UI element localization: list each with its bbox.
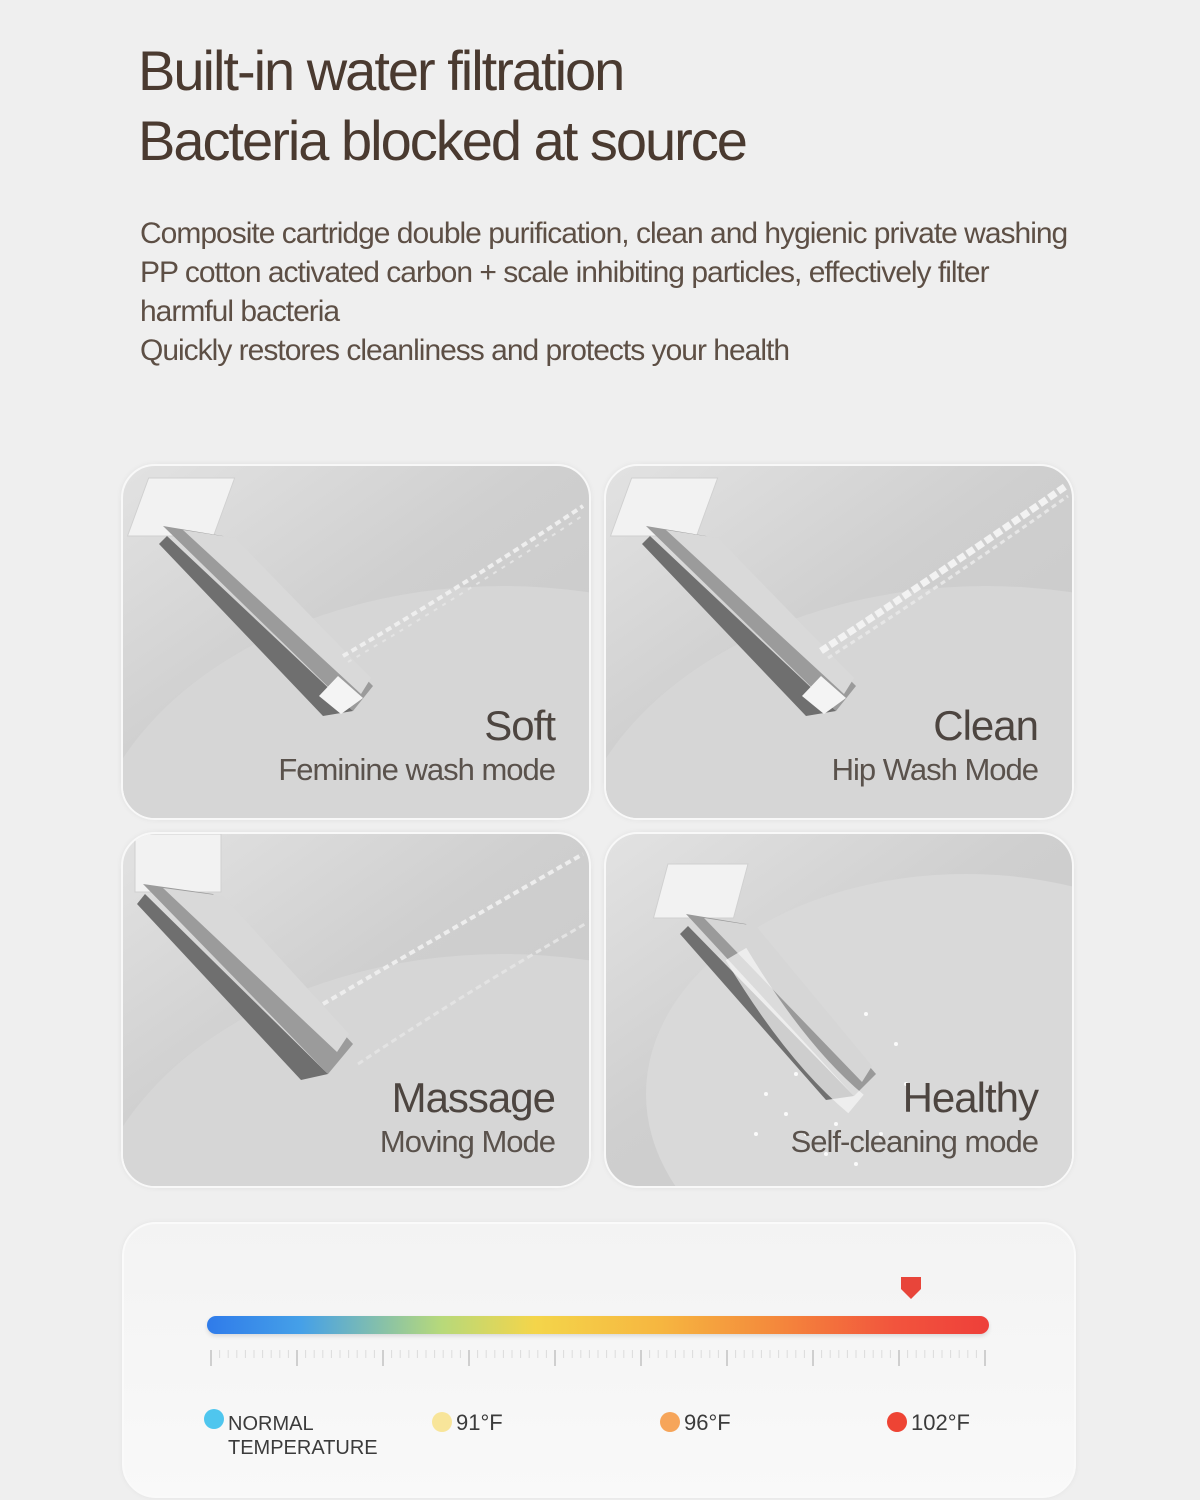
description bbox=[140, 214, 1140, 370]
legend-96 bbox=[660, 1411, 731, 1435]
legend-91-label: 91°F bbox=[456, 1410, 503, 1435]
legend-normal-line-1: NORMAL bbox=[228, 1413, 314, 1435]
headline-line-1: Built-in water filtration bbox=[138, 39, 624, 102]
mode-caption bbox=[278, 702, 555, 790]
mode-card-massage bbox=[121, 832, 591, 1188]
legend-102 bbox=[887, 1411, 970, 1435]
red-dot-icon bbox=[887, 1412, 907, 1432]
cyan-dot-icon bbox=[204, 1409, 224, 1429]
mode-title: Soft bbox=[484, 702, 555, 749]
orange-dot-icon bbox=[660, 1412, 680, 1432]
mode-subtitle: Feminine wash mode bbox=[278, 752, 555, 787]
mode-subtitle: Hip Wash Mode bbox=[831, 752, 1038, 787]
description-line-2: PP cotton activated carbon + scale inhibiting particles, effectively filter bbox=[140, 256, 989, 289]
mode-title: Healthy bbox=[902, 1074, 1038, 1121]
mode-card-healthy bbox=[604, 832, 1074, 1188]
temperature-panel bbox=[122, 1222, 1076, 1498]
mode-subtitle: Moving Mode bbox=[379, 1124, 555, 1159]
mode-caption bbox=[832, 702, 1038, 790]
mode-subtitle: Self-cleaning mode bbox=[790, 1124, 1038, 1159]
temperature-scale-ticks bbox=[209, 1348, 989, 1368]
mode-card-soft bbox=[121, 464, 591, 820]
temperature-gradient-bar bbox=[207, 1316, 989, 1334]
temperature-marker-icon bbox=[901, 1277, 921, 1299]
mode-caption bbox=[791, 1074, 1038, 1162]
legend-96-label: 96°F bbox=[684, 1410, 731, 1435]
headline-line-2: Bacteria blocked at source bbox=[138, 109, 746, 172]
legend-91 bbox=[432, 1411, 503, 1435]
legend-normal-line-2: TEMPERATURE bbox=[228, 1437, 378, 1459]
headline bbox=[138, 36, 746, 176]
legend-102-label: 102°F bbox=[911, 1410, 970, 1435]
description-line-3: harmful bacteria bbox=[140, 295, 340, 328]
legend-normal-label bbox=[228, 1412, 378, 1460]
legend-normal bbox=[204, 1408, 378, 1460]
mode-card-clean bbox=[604, 464, 1074, 820]
yellow-dot-icon bbox=[432, 1412, 452, 1432]
description-line-1: Composite cartridge double purification, clean and hygienic private washing bbox=[140, 217, 1068, 250]
description-line-4: Quickly restores cleanliness and protects your health bbox=[140, 334, 790, 367]
mode-caption bbox=[380, 1074, 555, 1162]
mode-title: Clean bbox=[933, 702, 1038, 749]
mode-title: Massage bbox=[391, 1074, 555, 1121]
